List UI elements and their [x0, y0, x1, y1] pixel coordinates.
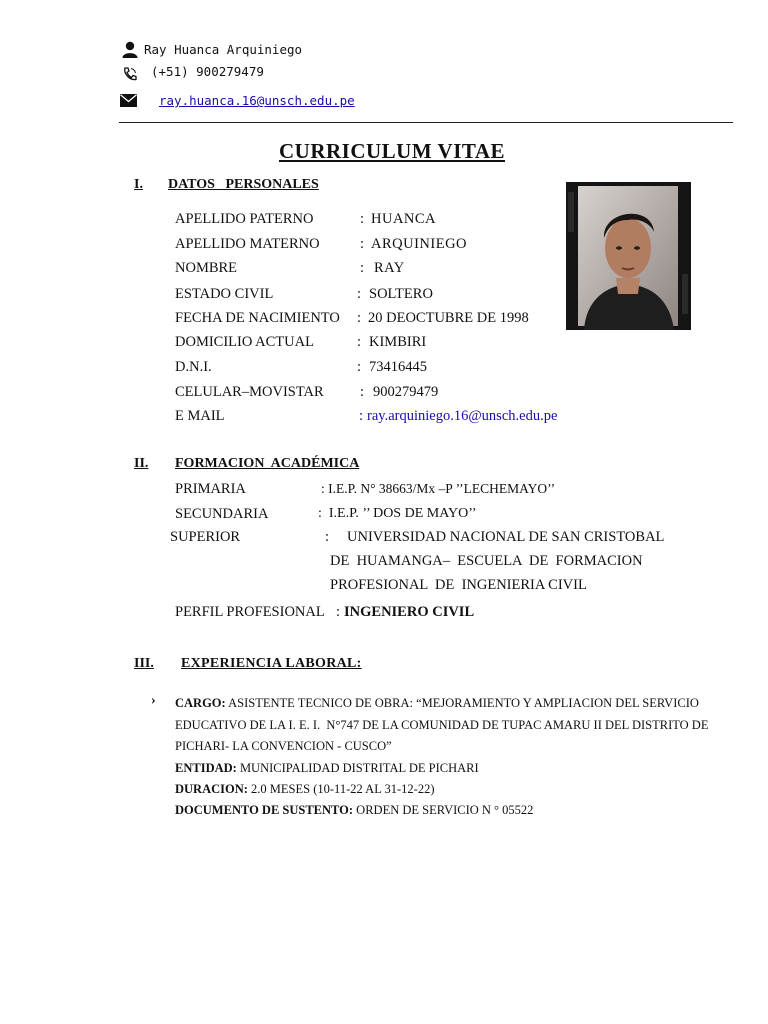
- row-label: NOMBRE: [175, 260, 238, 276]
- row-label: CELULAR–MOVISTAR: [175, 384, 324, 400]
- entidad-line: [175, 761, 479, 776]
- row-label: ESTADO CIVIL: [175, 286, 274, 302]
- phone-icon: [122, 66, 138, 82]
- section-3-number: III.: [134, 656, 154, 671]
- bullet-icon: ›: [151, 693, 156, 708]
- cargo-label: CARGO:: [175, 696, 226, 710]
- row-sep: :: [360, 384, 365, 400]
- row-value: HUANCA: [371, 211, 437, 227]
- contact-name: Ray Huanca Arquiniego: [144, 42, 303, 57]
- documento-label: DOCUMENTO DE SUSTENTO:: [175, 803, 354, 817]
- section-1-heading: DATOS PERSONALES: [168, 177, 319, 192]
- primaria-label: PRIMARIA: [175, 481, 246, 497]
- row-value: 20 DEOCTUBRE DE 1998: [368, 310, 529, 326]
- document-title: CURRICULUM VITAE: [279, 139, 505, 163]
- header-divider: [119, 122, 733, 123]
- cargo-line-1: [175, 696, 699, 711]
- section-3-heading: EXPERIENCIA LABORAL:: [181, 656, 362, 671]
- row-sep: :: [357, 286, 362, 302]
- superior-line-1: UNIVERSIDAD NACIONAL DE SAN CRISTOBAL: [347, 529, 665, 545]
- contact-email-link[interactable]: ray.huanca.16@unsch.edu.pe: [159, 93, 355, 108]
- superior-sep: :: [325, 529, 330, 545]
- superior-line-2: DE HUAMANGA– ESCUELA DE FORMACION: [330, 553, 643, 569]
- row-sep: :: [360, 260, 365, 276]
- duracion-label: DURACION:: [175, 782, 248, 796]
- row-label: D.N.I.: [175, 359, 212, 375]
- row-sep: :: [360, 236, 365, 252]
- row-value: SOLTERO: [369, 286, 433, 302]
- cargo-line-3: PICHARI- LA CONVENCION - CUSCO”: [175, 739, 392, 753]
- row-label: APELLIDO PATERNO: [175, 211, 314, 227]
- superior-label: SUPERIOR: [170, 529, 241, 545]
- section-1-number: I.: [134, 177, 143, 192]
- row-sep: :: [359, 408, 364, 424]
- perfil-value: INGENIERO CIVIL: [344, 604, 475, 620]
- section-2-number: II.: [134, 456, 149, 471]
- row-value: KIMBIRI: [369, 334, 427, 350]
- primaria-value: : I.E.P. N° 38663/Mx –P ’’LECHEMAYO’’: [321, 481, 556, 496]
- entidad-value: MUNICIPALIDAD DISTRITAL DE PICHARI: [239, 761, 479, 775]
- row-label: FECHA DE NACIMIENTO: [175, 310, 340, 326]
- perfil-label: PERFIL PROFESIONAL: [175, 604, 325, 620]
- cargo-line-2: EDUCATIVO DE LA I. E. I. N°747 DE LA COMUNIDAD DE TUPAC AMARU II DEL DISTRITO DE: [175, 718, 709, 732]
- secundaria-value: : I.E.P. ’’ DOS DE MAYO’’: [318, 506, 477, 521]
- row-sep: :: [357, 310, 362, 326]
- row-sep: :: [357, 359, 362, 375]
- row-sep: :: [360, 211, 365, 227]
- row-value: RAY: [374, 260, 405, 276]
- row-label: E MAIL: [175, 408, 225, 424]
- person-icon: [122, 41, 138, 58]
- envelope-icon: [120, 94, 137, 107]
- row-value: 900279479: [373, 384, 439, 400]
- cargo-value: ASISTENTE TECNICO DE OBRA: “MEJORAMIENTO Y AMPLIACION DEL SERVICIO: [228, 696, 699, 710]
- row-sep: :: [357, 334, 362, 350]
- perfil-sep: :: [336, 604, 341, 620]
- contact-phone: (+51) 900279479: [151, 64, 264, 79]
- section-2-heading: FORMACION ACADÉMICA: [175, 456, 360, 471]
- documento-value: ORDEN DE SERVICIO N ° 05522: [356, 803, 534, 817]
- duracion-value: 2.0 MESES (10-11-22 AL 31-12-22): [251, 782, 435, 796]
- email-value-link[interactable]: ray.arquiniego.16@unsch.edu.pe: [367, 408, 558, 424]
- superior-line-3: PROFESIONAL DE INGENIERIA CIVIL: [330, 577, 587, 593]
- duracion-line: [175, 782, 434, 797]
- documento-line: [175, 803, 533, 818]
- row-value: 73416445: [369, 359, 427, 375]
- secundaria-label: SECUNDARIA: [175, 506, 269, 522]
- row-value: ARQUINIEGO: [371, 236, 468, 252]
- profile-photo: [566, 182, 691, 330]
- row-label: APELLIDO MATERNO: [175, 236, 320, 252]
- row-label: DOMICILIO ACTUAL: [175, 334, 314, 350]
- entidad-label: ENTIDAD:: [175, 761, 237, 775]
